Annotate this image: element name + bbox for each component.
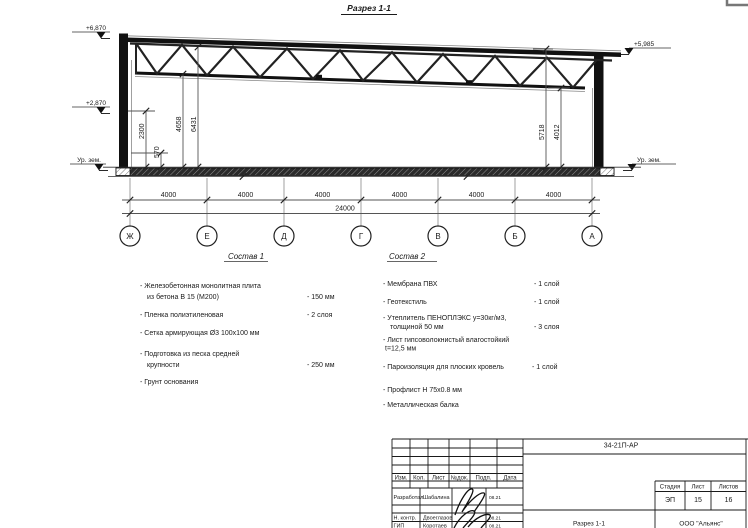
elevation-left-mid-label: +2,870	[85, 100, 106, 107]
header-col: №док.	[450, 475, 469, 482]
dim-570-label: 570	[154, 146, 161, 158]
doc-code: 34-21П-АР	[603, 442, 639, 450]
row-name: Двоеглазов	[423, 515, 453, 522]
row-role: Разработал	[393, 495, 424, 501]
elevation-left-ground-label: Ур. зем.	[77, 157, 101, 164]
elevation-flag-icon	[97, 32, 111, 39]
list-item: - Грунт основания	[140, 379, 199, 386]
row-date: 08.21	[488, 496, 502, 501]
stage-label: Стадия	[659, 484, 681, 491]
composition-2	[383, 252, 560, 409]
dim-5718-label: 5718	[539, 124, 546, 140]
composition-1	[140, 252, 335, 386]
building-section	[103, 34, 641, 180]
horizontal-dimensions	[122, 178, 600, 226]
axis-label: Б	[512, 232, 518, 241]
elevation-mark-right-top	[620, 41, 671, 55]
list-item-value: - 1 слой	[534, 281, 560, 288]
axis-bubbles	[120, 226, 602, 246]
header-col: Кол.	[413, 475, 425, 482]
sheets-value: 16	[724, 497, 733, 504]
list-item: - Сетка армирующая Ø3 100x100 мм	[140, 330, 260, 337]
title-block	[392, 439, 748, 528]
row-date: 08.21	[488, 524, 502, 528]
drawing-name: Разрез 1-1	[573, 520, 605, 528]
elevation-flag-icon	[620, 48, 634, 55]
list-item: толщиной 50 мм	[390, 324, 444, 331]
left-wall	[119, 34, 128, 169]
truss-node-plate	[466, 80, 472, 85]
list-item: - Металлическая балка	[383, 402, 459, 409]
elevation-flag-icon	[97, 107, 111, 114]
dim-span-label: 4000	[468, 192, 485, 199]
company-name: ООО "Альянс"	[679, 520, 723, 528]
axis-label: А	[589, 232, 595, 241]
row-date: 08.21	[488, 516, 502, 522]
list-item: - Профлист Н 75x0.8 мм	[383, 387, 462, 394]
dim-span-label: 4000	[545, 192, 562, 199]
dim-span-label: 4000	[391, 192, 408, 199]
sheet-label: Лист	[691, 484, 705, 491]
truss-node-plate	[316, 75, 322, 80]
row-role: Н. контр.	[393, 515, 417, 522]
right-wall	[594, 52, 604, 168]
list-item: - Утеплитель ПЕНОПЛЭКС у=30кг/м3,	[383, 315, 507, 322]
list-item: крупности	[147, 362, 180, 369]
axis-label: Е	[204, 232, 210, 241]
composition-2-title: Состав 2	[389, 252, 426, 261]
list-item-value: - 2 слоя	[307, 312, 333, 319]
axis-label: Г	[358, 232, 364, 241]
section-title	[341, 3, 397, 15]
composition-1-title: Состав 1	[227, 252, 265, 261]
row-name: Шабалина	[423, 495, 450, 501]
axis-label: Ж	[126, 232, 134, 241]
axis-label: В	[435, 232, 441, 241]
dim-total-label: 24000	[335, 205, 355, 213]
list-item-value: - 150 мм	[307, 294, 335, 301]
elevation-left-top-label: +6,870	[85, 25, 106, 32]
elevation-right-ground-label: Ур. зем.	[637, 157, 661, 164]
dim-4012-label: 4012	[554, 124, 561, 140]
list-item-value: - 1 слой	[534, 299, 560, 306]
axis-label: Д	[281, 232, 287, 241]
elevation-mark-left-ground	[70, 157, 108, 171]
dim-2300-label: 2300	[139, 123, 146, 139]
list-item: - Пароизоляция для плоских кровель	[383, 364, 504, 371]
list-item: - Подготовка из песка средней	[140, 351, 240, 358]
header-col: Дата	[503, 475, 517, 482]
list-item-value: - 1 слой	[532, 364, 558, 371]
list-item: t=12,5 мм	[385, 345, 417, 353]
section-title-label: Разрез 1-1	[347, 3, 391, 13]
list-item: - Пленка полиэтиленовая	[140, 312, 224, 319]
elevation-mark-right-ground	[623, 157, 676, 171]
stage-value: ЭП	[664, 497, 676, 504]
header-col: Лист	[431, 475, 446, 482]
sheets-label: Листов	[718, 484, 739, 491]
sheet-frame-corner	[727, 0, 748, 5]
dim-span-label: 4000	[314, 192, 331, 199]
list-item-value: - 250 мм	[307, 362, 335, 369]
sheet-value: 15	[694, 497, 702, 504]
header-col: Подп.	[475, 475, 492, 482]
header-col: Изм.	[394, 475, 408, 482]
dim-4658-label: 4658	[176, 116, 183, 132]
elevation-mark-left-top	[72, 25, 110, 39]
elevation-right-top-label: +5,985	[634, 41, 655, 48]
row-name: Коротаев	[423, 523, 447, 528]
dim-6431-label: 6431	[191, 116, 198, 132]
dim-span-label: 4000	[237, 192, 254, 199]
list-item: из бетона В 15 (М200)	[147, 294, 219, 301]
dim-span-label: 4000	[160, 192, 177, 199]
elevation-mark-left-mid	[72, 100, 110, 114]
floor-slab	[103, 167, 641, 180]
list-item: - Лист гипсоволокнистый влагостойкий	[383, 337, 510, 344]
list-item-value: - 3 слоя	[534, 324, 560, 331]
row-role: ГИП	[393, 523, 405, 528]
list-item: - Геотекстиль	[383, 299, 427, 306]
list-item: - Железобетонная монолитная плита	[140, 283, 261, 290]
list-item: - Мембрана ПВХ	[383, 281, 438, 288]
